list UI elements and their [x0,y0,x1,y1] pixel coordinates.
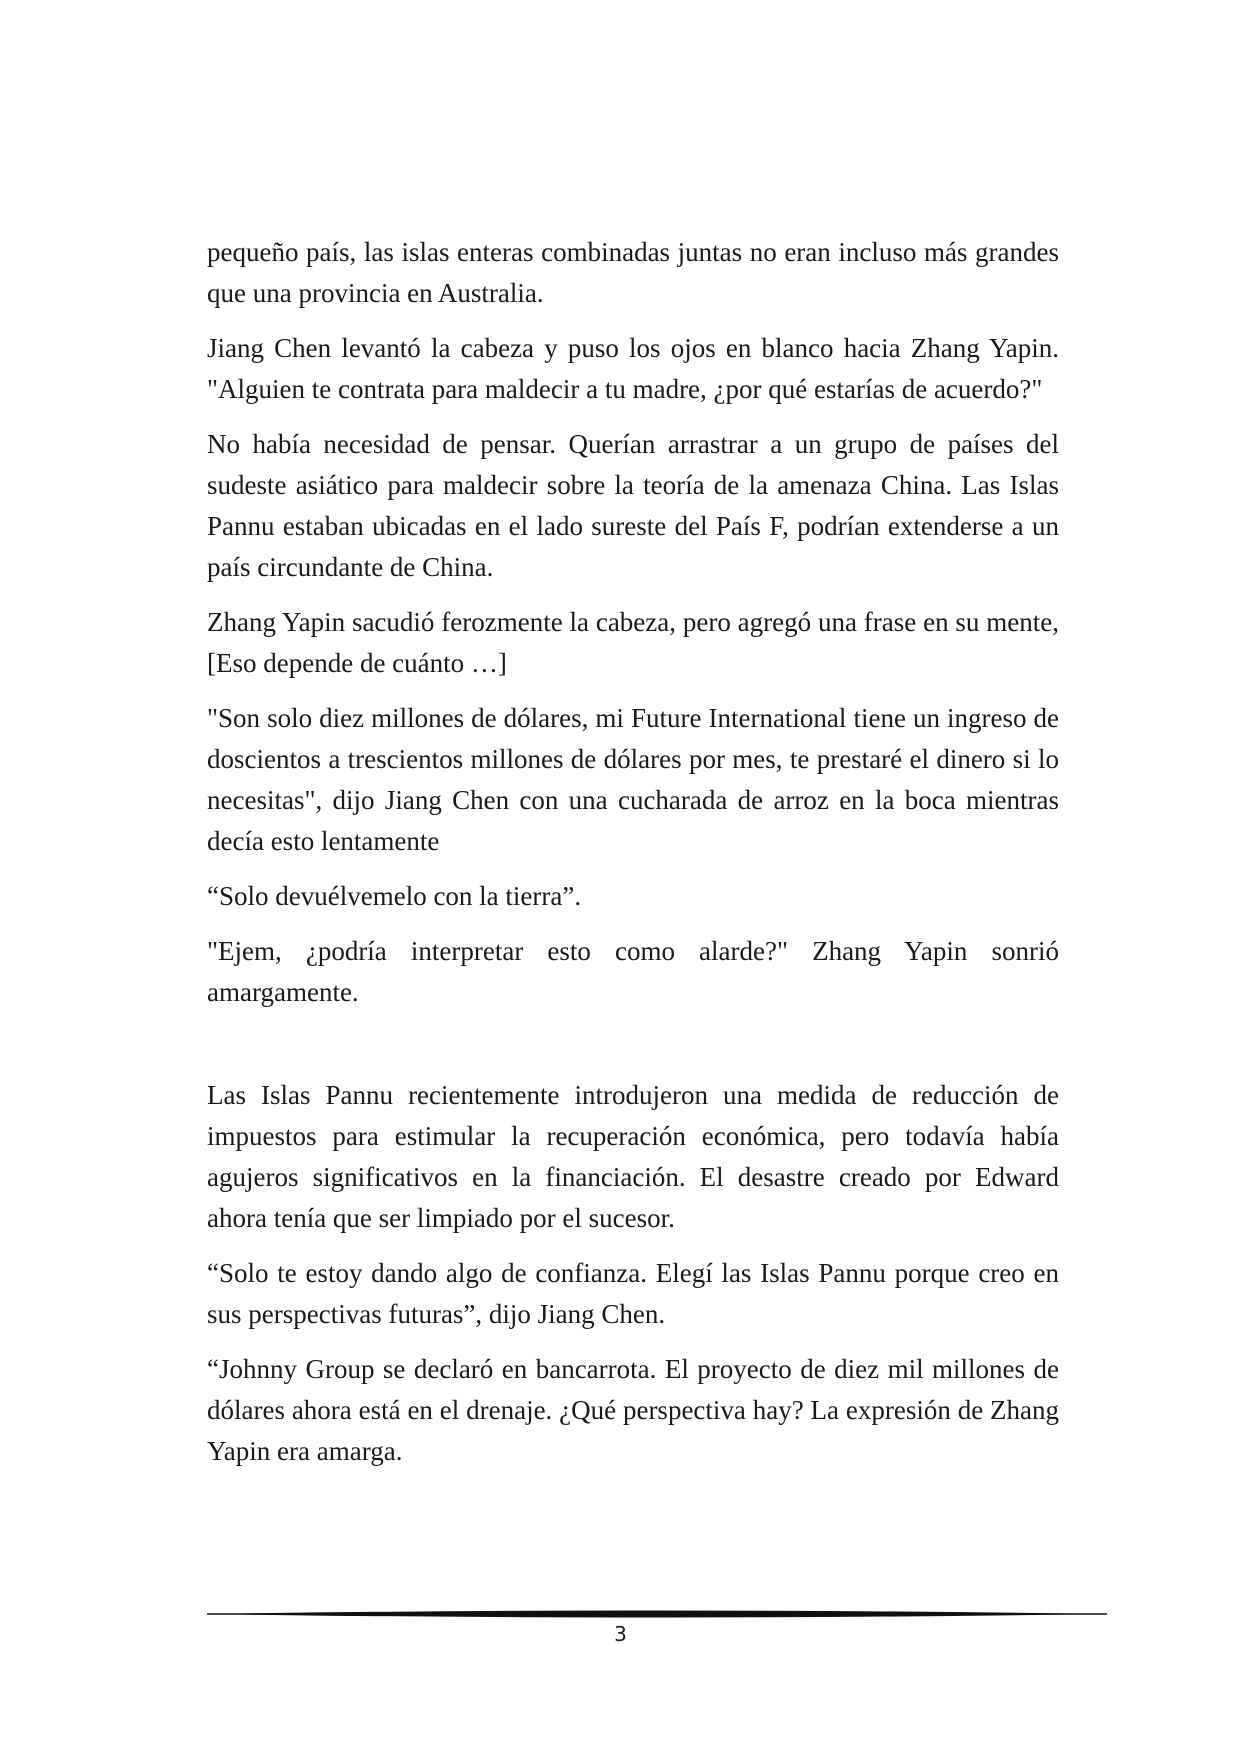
footer-divider [207,1608,1107,1620]
body-text [207,232,1059,1486]
paragraph: Las Islas Pannu recientemente introdujeron una medida de reducción de impuestos para estimular la recuperación económica, pero todavía había agujeros significativos en la financiación. El desastre creado por Edward ahora tenía que ser limpiado por el sucesor. [207,1080,1059,1233]
paragraph: "Ejem, ¿podría interpretar esto como alarde?" Zhang Yapin sonrió amargamente. [207,936,1059,1007]
paragraph: “Solo devuélvemelo con la tierra”. [207,881,582,911]
paragraph: No había necesidad de pensar. Querían arrastrar a un grupo de países del sudeste asiático para maldecir sobre la teoría de la amenaza China. Las Islas Pannu estaban ubicadas en el lado sureste del País F, podrían extenderse a un país circundante de China. [207,429,1059,582]
paragraph: pequeño país, las islas enteras combinadas juntas no eran incluso más grandes que una provincia en Australia. [207,237,1059,308]
paragraph: "Son solo diez millones de dólares, mi Future International tiene un ingreso de doscientos a trescientos millones de dólares por mes, te prestaré el dinero si lo necesitas", dijo Jiang Chen con una cucharada de arroz en la boca mientras decía esto lentamente [207,703,1059,856]
paragraph: Zhang Yapin sacudió ferozmente la cabeza, pero agregó una frase en su mente, [Eso depende de cuánto …] [207,607,1059,678]
paragraph: Jiang Chen levantó la cabeza y puso los ojos en blanco hacia Zhang Yapin. "Alguien te contrata para maldecir a tu madre, ¿por qué estarías de acuerdo?" [207,333,1059,404]
paragraph: “Johnny Group se declaró en bancarrota. El proyecto de diez mil millones de dólares ahora está en el drenaje. ¿Qué perspectiva hay? La expresión de Zhang Yapin era amarga. [207,1354,1059,1466]
paragraph: “Solo te estoy dando algo de confianza. Elegí las Islas Pannu porque creo en sus perspectivas futuras”, dijo Jiang Chen. [207,1258,1059,1329]
page-number: 3 [614,1622,627,1646]
